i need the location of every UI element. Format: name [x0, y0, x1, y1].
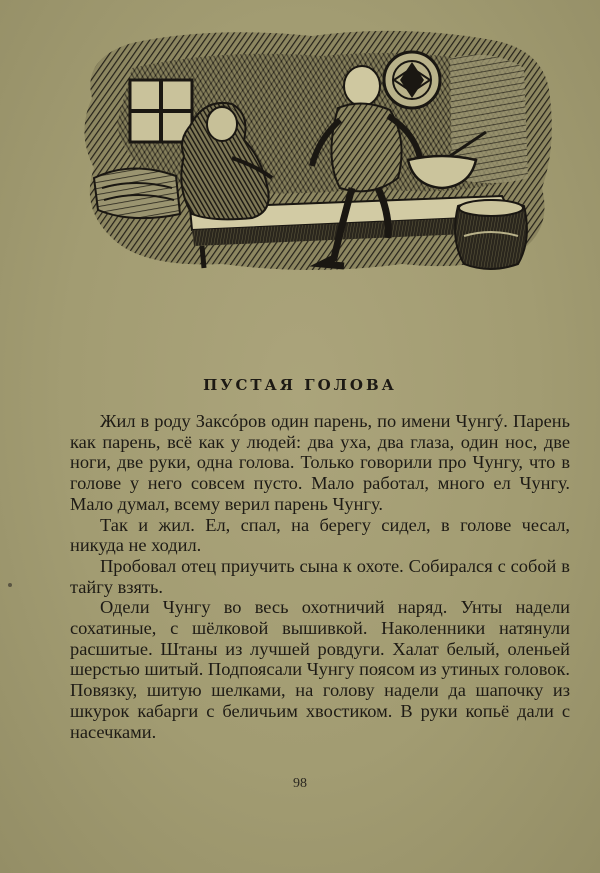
- paragraph-1: Жил в роду Заксóров один парень, по имени Чунгý. Парень как парень, всё как у людей: два уха, два глаза, один нос, две ноги, две руки, одна голова. Только говорили про Чунгу, что в голове у него совсем пусто. Мало работал, много ел Чунгу. Мало думал, всему верил парень Чунгу.: [70, 411, 570, 514]
- paragraph-2: Так и жил. Ел, спал, на берегу сидел, в голове чесал, никуда не ходил.: [70, 514, 570, 556]
- story-title: ПУСТАЯ ГОЛОВА: [203, 376, 397, 394]
- story-text: [70, 411, 570, 742]
- margin-mark: [8, 583, 12, 587]
- paragraph-4: Одели Чунгу во весь охотничий наряд. Унты надели сохатиные, с шёлковой вышивкой. Наколенники натянули расшитые. Штаны из лучшей ровдуги. Халат белый, оленьей шерстью шитый. Подпоясали Чунгу поясом из утиных головок. Повязку, шитую шелками, на голову надели да шапочку из шкурок кабарги с беличьим хвостиком. В руки копьё дали с насечками.: [70, 597, 570, 742]
- woodcut-illustration-icon: [72, 28, 556, 276]
- paragraph-3: Пробовал отец приучить сына к охоте. Собирался с собой в тайгу взять.: [70, 555, 570, 597]
- page-number: 98: [293, 776, 307, 791]
